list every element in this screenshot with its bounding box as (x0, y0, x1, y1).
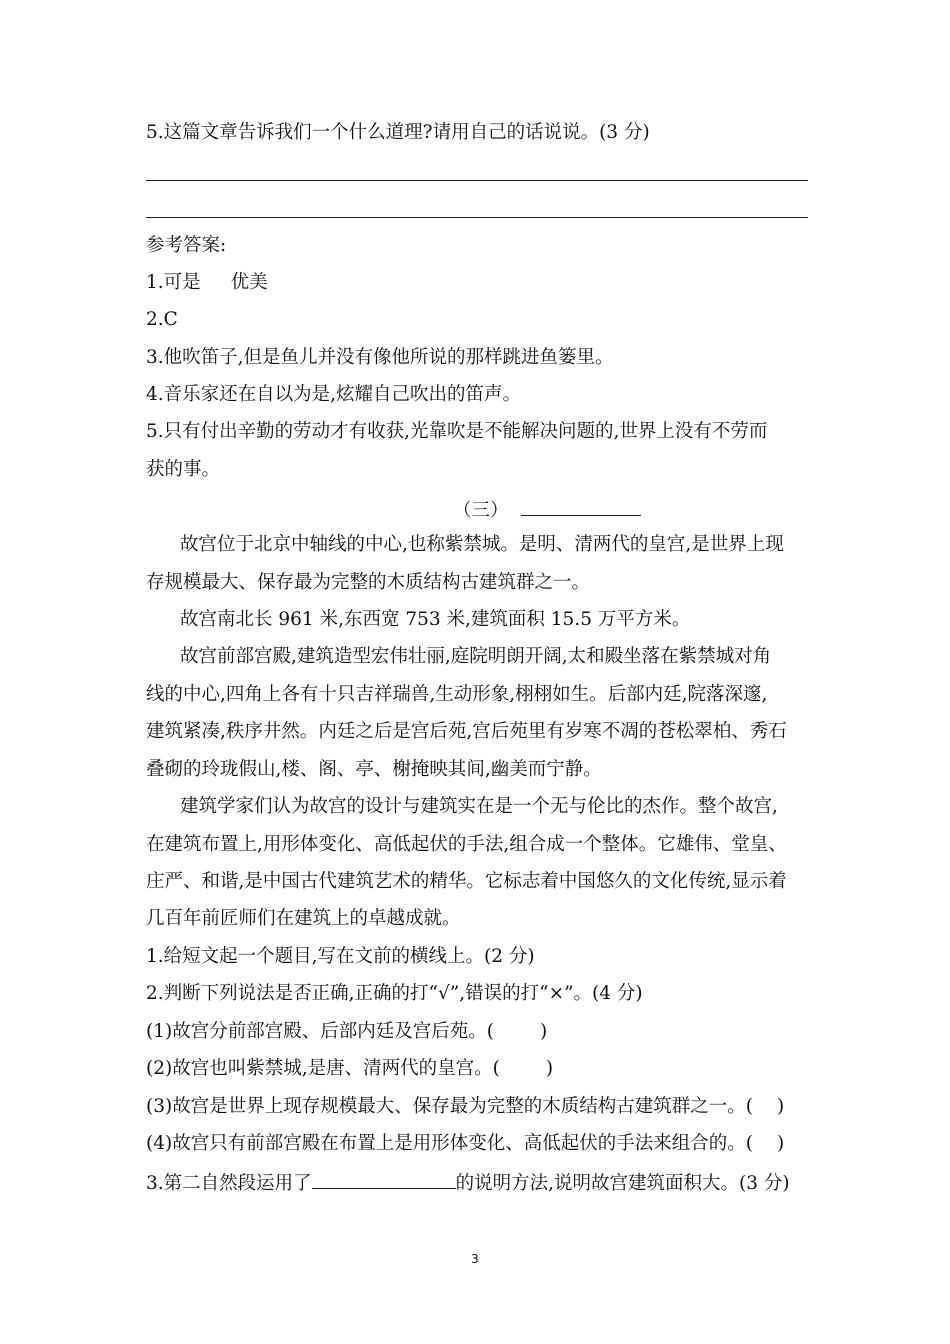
answer-line-2[interactable] (146, 217, 808, 218)
judgement-item-3 (146, 1094, 784, 1120)
answer-5-line-1: 5.只有付出辛勤的劳动才有收获,光靠吹是不能解决问题的,世界上没有不劳而 (146, 421, 768, 442)
passage-p3-line-2: 线的中心,四角上各有十只吉祥瑞兽,生动形象,栩栩如生。后部内廷,院落深邃, (146, 684, 768, 705)
page-number: 3 (471, 1252, 479, 1266)
close-paren: ) (776, 1096, 785, 1117)
answer-line-1[interactable] (146, 180, 808, 181)
title-blank[interactable] (521, 495, 641, 516)
answer-5-line-2: 获的事。 (146, 459, 221, 480)
section-number: （三） (453, 500, 509, 521)
question-5-prompt: 5.这篇文章告诉我们一个什么道理?请用自己的话说说。(3 分) (146, 122, 650, 143)
passage-p1-line-2: 存规模最大、保存最为完整的木质结构古建筑群之一。 (146, 572, 591, 593)
question-3-text-before: 3.第二自然段运用了 (146, 1173, 312, 1194)
passage-p3-line-4: 叠砌的玲珑假山,楼、阁、亭、榭掩映其间,幽美而宁静。 (146, 759, 602, 780)
judgement-item-4-text: (4)故宫只有前部宫殿在布置上是用形体变化、高低起伏的手法来组合的。( (146, 1133, 753, 1154)
judgement-item-2-text: (2)故宫也叫紫禁城,是唐、清两代的皇宫。( (146, 1058, 500, 1079)
close-paren: ) (545, 1058, 554, 1079)
answer-1 (146, 270, 268, 296)
answer-1-label: 1.可是 (146, 272, 201, 293)
passage-p4-line-4: 几百年前匠师们在建筑上的卓越成就。 (146, 908, 461, 929)
passage-p1-line-1: 故宫位于北京中轴线的中心,也称紫禁城。是明、清两代的皇宫,是世界上现 (180, 534, 784, 555)
question-3 (146, 1168, 790, 1197)
question-3-fill-blank[interactable] (312, 1168, 456, 1189)
judgement-item-4 (146, 1131, 784, 1157)
close-paren: ) (776, 1133, 785, 1154)
passage-p3-line-3: 建筑紧凑,秩序井然。内廷之后是宫后苑,宫后苑里有岁寒不凋的苍松翠柏、秀石 (146, 721, 787, 742)
close-paren: ) (539, 1021, 548, 1042)
answer-key-heading: 参考答案: (146, 235, 227, 256)
answer-3: 3.他吹笛子,但是鱼儿并没有像他所说的那样跳进鱼篓里。 (146, 347, 614, 368)
question-3-text-after: 的说明方法,说明故宫建筑面积大。(3 分) (455, 1173, 790, 1194)
judgement-item-1 (146, 1019, 547, 1045)
answer-1-value: 优美 (230, 272, 268, 293)
passage-p3-line-1: 故宫前部宫殿,建筑造型宏伟壮丽,庭院明朗开阔,太和殿坐落在紫禁城对角 (180, 646, 772, 667)
judgement-item-3-text: (3)故宫是世界上现存规模最大、保存最为完整的木质结构古建筑群之一。( (146, 1096, 753, 1117)
passage-p2-line-1: 故宫南北长 961 米,东西宽 753 米,建筑面积 15.5 万平方米。 (180, 609, 691, 630)
passage-p4-line-2: 在建筑布置上,用形体变化、高低起伏的手法,组合成一个整体。它雄伟、堂皇、 (146, 834, 787, 855)
judgement-item-2 (146, 1056, 553, 1082)
passage-p4-line-1: 建筑学家们认为故宫的设计与建筑实在是一个无与伦比的杰作。整个故宫, (180, 796, 778, 817)
question-2: 2.判断下列说法是否正确,正确的打“√”,错误的打“×”。(4 分) (146, 983, 643, 1004)
section-title (453, 495, 641, 524)
question-1: 1.给短文起一个题目,写在文前的横线上。(2 分) (146, 946, 535, 967)
passage-p4-line-3: 庄严、和谐,是中国古代建筑艺术的精华。它标志着中国悠久的文化传统,显示着 (146, 871, 787, 892)
judgement-item-1-text: (1)故宫分前部宫殿、后部内廷及宫后苑。( (146, 1021, 494, 1042)
answer-4: 4.音乐家还在自以为是,炫耀自己吹出的笛声。 (146, 384, 522, 405)
answer-2: 2.C (146, 309, 178, 330)
